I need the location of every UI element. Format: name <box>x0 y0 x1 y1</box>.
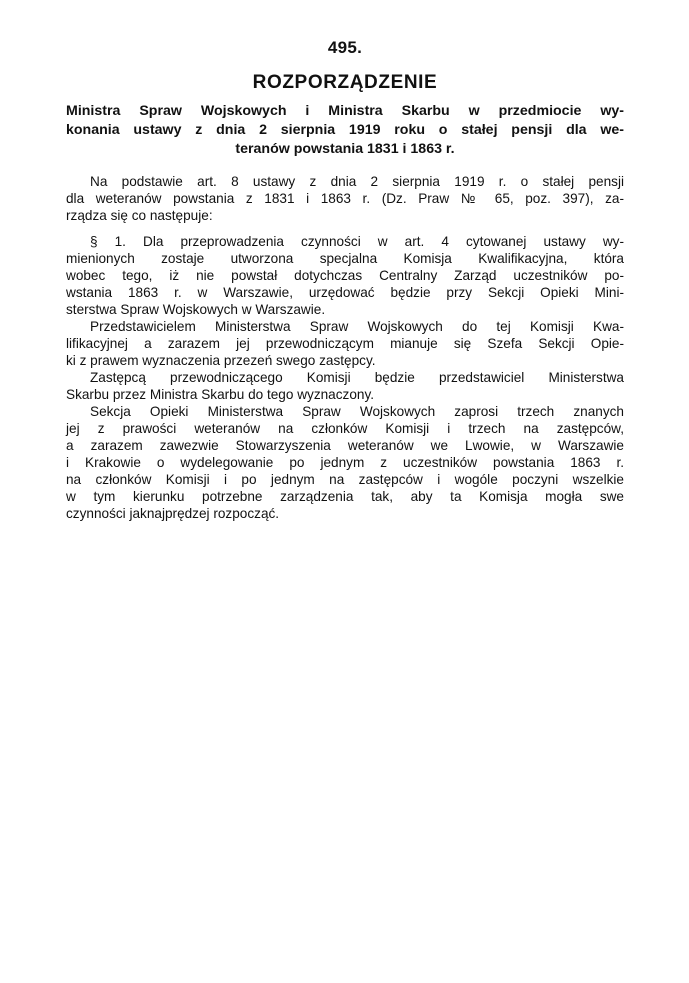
paragraph-line: a zarazem zawezwie Stowarzyszenia weteranów we Lwowie, w Warszawie <box>66 438 624 453</box>
section-2-paragraph <box>66 318 624 369</box>
subtitle-line: Ministra Spraw Wojskowych i Ministra Skarbu w przedmiocie wy- <box>66 103 624 119</box>
paragraph-line: na członków Komisji i po jednym na zastępców i wogóle poczyni wszelkie <box>66 472 624 487</box>
paragraph-line: wstania 1863 r. w Warszawie, urzędować będzie przy Sekcji Opieki Mini- <box>66 285 624 300</box>
paragraph-line: w tym kierunku potrzebne zarządzenia tak, aby ta Komisja mogła swe <box>66 489 624 504</box>
paragraph-line: rządza się co następuje: <box>66 208 213 223</box>
paragraph-line: wobec tego, iż nie powstał dotychczas Centralny Zarząd uczestników po- <box>66 268 624 283</box>
paragraph-line: mienionych zostaje utworzona specjalna Komisja Kwalifikacyjna, która <box>66 251 624 266</box>
subtitle-line: konania ustawy z dnia 2 sierpnia 1919 roku o stałej pensji dla we- <box>66 122 624 138</box>
subtitle-line: teranów powstania 1831 i 1863 r. <box>235 141 455 157</box>
paragraph-line: Przedstawicielem Ministerstwa Spraw Wojskowych do tej Komisji Kwa- <box>90 319 624 334</box>
paragraph-line: ki z prawem wyznaczenia przezeń swego zastępcy. <box>66 353 376 368</box>
paragraph-line: § 1. Dla przeprowadzenia czynności w art. 4 cytowanej ustawy wy- <box>90 234 624 249</box>
paragraph-line: czynności jaknajprędzej rozpocząć. <box>66 506 280 521</box>
paragraph-line: i Krakowie o wydelegowanie po jednym z uczestników powstania 1863 r. <box>66 455 624 470</box>
document-page <box>66 38 624 522</box>
paragraph-line: Zastępcą przewodniczącego Komisji będzie przedstawiciel Ministerstwa <box>90 370 624 385</box>
paragraph-gap <box>66 224 624 233</box>
section-4-paragraph <box>66 403 624 522</box>
paragraph-line: Sekcja Opieki Ministerstwa Spraw Wojskowych zaprosi trzech znanych <box>90 404 624 419</box>
paragraph-line: Na podstawie art. 8 ustawy z dnia 2 sierpnia 1919 r. o stałej pensji <box>90 174 624 189</box>
page-number: 495. <box>327 38 363 57</box>
paragraph-line: Skarbu przez Ministra Skarbu do tego wyznaczony. <box>66 387 375 402</box>
paragraph-line: jej z prawości weteranów na członków Komisji i trzech na zastępców, <box>66 421 624 436</box>
paragraph-line: dla weteranów powstania z 1831 i 1863 r. (Dz. Praw № 65, poz. 397), za- <box>66 191 624 206</box>
document-subtitle <box>66 102 624 159</box>
document-title: ROZPORZĄDZENIE <box>252 72 438 93</box>
paragraph-line: lifikacyjnej a zarazem jej przewodniczącym mianuje się Szefa Sekcji Opie- <box>66 336 624 351</box>
section-1-paragraph <box>66 233 624 318</box>
section-3-paragraph <box>66 369 624 403</box>
intro-paragraph <box>66 173 624 224</box>
paragraph-line: sterstwa Spraw Wojskowych w Warszawie. <box>66 302 326 317</box>
